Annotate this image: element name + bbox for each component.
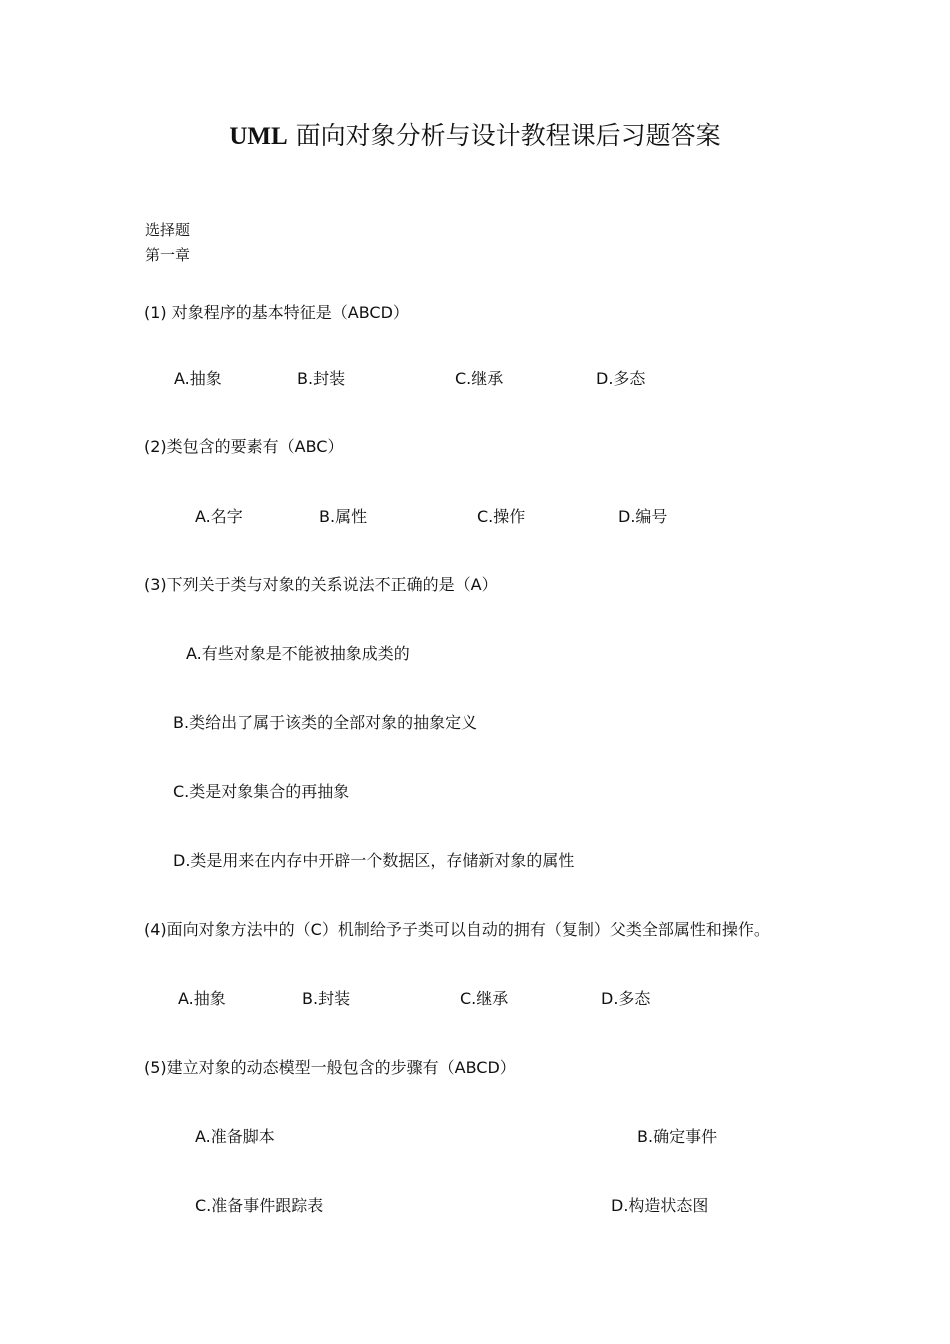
question-2: (2)类包含的要素有（ABC）	[144, 437, 344, 456]
q2-option-b: B.属性	[319, 507, 368, 526]
question-1: (1) 对象程序的基本特征是（ABCD）	[144, 303, 409, 322]
q5-option-a: A.准备脚本	[195, 1127, 275, 1146]
q1-option-b: B.封装	[297, 369, 346, 388]
q4-option-d: D.多态	[601, 989, 651, 1008]
q1-option-d: D.多态	[596, 369, 646, 388]
chapter-heading: 第一章	[145, 246, 191, 264]
title-text: 面向对象分析与设计教程课后习题答案	[287, 121, 721, 150]
q2-option-c: C.操作	[477, 507, 526, 526]
section-heading: 选择题	[145, 221, 191, 239]
title-latin: UML	[229, 123, 288, 150]
q3-option-a: A.有些对象是不能被抽象成类的	[186, 644, 410, 663]
q4-option-b: B.封装	[302, 989, 351, 1008]
q4-option-c: C.继承	[460, 989, 509, 1008]
q1-option-c: C.继承	[455, 369, 504, 388]
q5-option-c: C.准备事件跟踪表	[195, 1196, 324, 1215]
question-3: (3)下列关于类与对象的关系说法不正确的是（A）	[144, 575, 498, 594]
q4-option-a: A.抽象	[178, 989, 226, 1008]
q3-option-d: D.类是用来在内存中开辟一个数据区，存储新对象的属性	[173, 851, 575, 870]
q2-option-d: D.编号	[618, 507, 668, 526]
page-title	[0, 116, 950, 152]
q3-option-b: B.类给出了属于该类的全部对象的抽象定义	[173, 713, 478, 732]
q1-option-a: A.抽象	[174, 369, 222, 388]
q5-option-d: D.构造状态图	[611, 1196, 709, 1215]
question-4: (4)面向对象方法中的（C）机制给予子类可以自动的拥有（复制）父类全部属性和操作。	[144, 920, 770, 939]
q5-option-b: B.确定事件	[637, 1127, 718, 1146]
q2-option-a: A.名字	[195, 507, 243, 526]
q3-option-c: C.类是对象集合的再抽象	[173, 782, 350, 801]
question-5: (5)建立对象的动态模型一般包含的步骤有（ABCD）	[144, 1058, 516, 1077]
